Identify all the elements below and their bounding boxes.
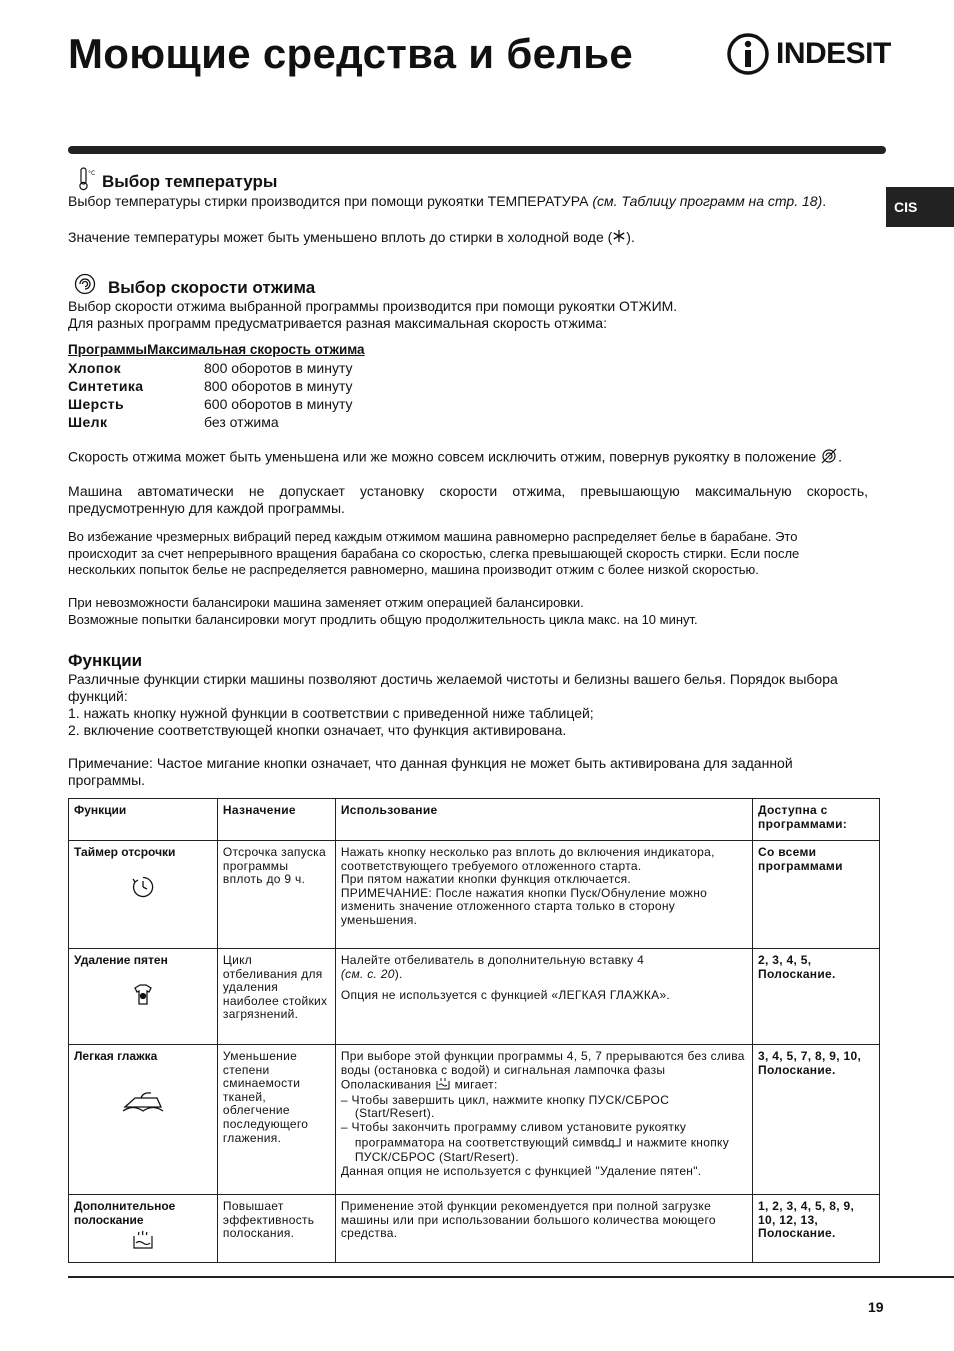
function-purpose: Отсрочка запуска программы вплоть до 9 ч. [217,841,335,949]
function-programs: 3, 4, 5, 7, 8, 9, 10, Полоскание. [753,1045,880,1195]
function-purpose: Повышает эффективность полоскания. [217,1195,335,1263]
spin-speed: 600 оборотов в минуту [204,396,353,412]
stain-usage-ref-end: ). [394,966,403,981]
table-row [69,841,880,949]
thermometer-icon [76,167,96,196]
table-row [69,1045,880,1195]
function-usage: При пятом нажатии кнопки функция отключается. [340,872,632,887]
functions-step-1: 1. нажать кнопку нужной функции в соответствии с приведенной ниже таблицей; [68,705,594,721]
table-row [69,1195,880,1263]
table-header-row [69,799,880,841]
function-usage [341,1121,747,1165]
spin-speed: 800 оборотов в минуту [204,360,353,376]
temperature-line2-end: ). [626,229,635,245]
brand-name: INDESIT [776,37,891,70]
iron-usage-a: При выборе этой функции программы 4, 5, 7 прерываются без слива воды (остановка с водой) и сигнальная лампочка фазы Ополаскивания [340,1049,745,1092]
indesit-logo-icon [726,32,770,76]
header-programs: Доступна с программами: [753,799,880,841]
header-functions: Функции [69,799,218,841]
function-purpose: Уменьшение степени сминаемости тканей, облегчение последующего глажения. [217,1045,335,1195]
function-usage: Данная опция не используется с функцией "Удаление пятен". [340,1163,702,1178]
page-number: 19 [868,1299,884,1315]
spin-speed-table [68,359,353,431]
function-programs: 2, 3, 4, 5, Полоскание. [753,949,880,1045]
spin-speed: 800 оборотов в минуту [204,378,353,394]
spin-row [68,413,353,431]
function-programs: 1, 2, 3, 4, 5, 8, 9, 10, 12, 13, Полоскание. [753,1195,880,1263]
function-purpose: Цикл отбеливания для удаления наиболее стойких загрязнений. [217,949,335,1045]
function-name: Дополнительное полоскание [74,1199,176,1227]
functions-note: Примечание: Частое мигание кнопки означает, что данная функция не может быть активирована для заданной программы. [68,755,793,788]
spin-program: Синтетика [68,378,144,394]
function-usage [341,954,747,981]
spin-reduce-line: Скорость отжима может быть уменьшена или же можно совсем исключить отжим, повернув рукоятку в положение [68,448,821,465]
functions-heading: Функции [68,651,143,670]
temperature-line1-end: . [822,193,827,209]
spin-program: Шелк [68,414,108,430]
header-usage: Использование [335,799,752,841]
balance-note-2: При невозможности балансироки машина заменяет отжим операцией балансировки. [68,595,584,610]
brand-logo [726,32,891,76]
spin-header-speed: Максимальная скорость отжима [147,342,365,357]
spin-row [68,395,353,413]
spin-text-2: Для разных программ предусматривается разная максимальная скорость отжима: [68,315,607,331]
header-purpose: Назначение [217,799,335,841]
svg-text:°C: °C [88,170,96,177]
iron-usage-c: – Чтобы закончить программу сливом установите рукоятку программатора на соответствующий символ [340,1119,687,1150]
header-divider [68,146,886,154]
temperature-heading: Выбор температуры [102,172,278,191]
iron-usage-a-end: мигает: [451,1077,498,1092]
language-tab: CIS [886,187,954,227]
balance-note-3: Возможные попытки балансировки могут продлить общую продолжительность цикла макс. на 10 минут. [68,612,698,627]
spin-reduce-text [68,448,868,468]
function-programs: Со всеми программами [753,841,880,949]
spin-reduce-end: . [838,448,842,465]
no-spin-icon [820,448,838,468]
spin-table-header [68,342,365,357]
temperature-line1: Выбор температуры стирки производится при помощи рукоятки ТЕМПЕРАТУРА [68,193,593,209]
spin-row [68,359,353,377]
rinse-icon [435,1077,451,1094]
spin-speed: без отжима [204,414,279,430]
functions-step-2: 2. включение соответствующей кнопки означает, что функция активирована. [68,722,567,738]
temperature-text [68,193,868,210]
function-name: Удаление пятен [74,953,168,967]
footer-divider [68,1276,954,1278]
page-title: Моющие средства и белье [68,30,634,77]
spin-max-text: Машина автоматически не допускает установку скорости отжима, превышающую максимальную скорость, предусмотренную для каждой программы. [68,483,868,516]
function-usage: Применение этой функции рекомендуется при полной загрузке машины или при использовании большого количества моющего средства. [335,1195,752,1263]
function-usage: ПРИМЕЧАНИЕ: После нажатия кнопки Пуск/Обнуление можно изменить значение отложенного старта только в сторону уменьшения. [340,885,708,927]
spin-header-programs: Программы [68,342,148,357]
table-row [69,949,880,1045]
temperature-line2: Значение температуры может быть уменьшено вплоть до стирки в холодной воде ( [68,229,613,245]
snowflake-icon [612,229,626,247]
functions-intro: Различные функции стирки машины позволяют достичь желаемой чистоты и белизны вашего белья. Порядок выбора функций: [68,671,838,704]
easy-iron-icon [121,1090,165,1114]
spin-program: Шерсть [68,396,125,412]
spin-heading: Выбор скорости отжима [108,278,316,297]
spin-text-1: Выбор скорости отжима выбранной программы производится при помощи рукоятки ОТЖИМ. [68,298,678,314]
function-usage: Опция не используется с функцией «ЛЕГКАЯ ГЛАЖКА». [340,988,671,1003]
temperature-cold-text [68,229,868,247]
spin-program: Хлопок [68,360,122,376]
stain-removal-icon [130,982,156,1008]
function-usage: Нажать кнопку несколько раз вплоть до включения индикатора, соответствующего требуемого отложенного старта. [340,845,715,873]
function-name: Легкая глажка [74,1049,158,1063]
stain-usage-a: Налейте отбеливатель в дополнительную вставку 4 [340,953,645,967]
functions-table [68,798,880,1263]
temperature-reference: (см. Таблицу программ на стр. 18) [592,193,823,209]
extra-rinse-icon [132,1230,154,1250]
iron-usage-c-end: и нажмите кнопку ПУСК/СБРОС (Start/Resert). [354,1135,729,1165]
spin-icon [74,273,96,300]
function-usage: – Чтобы завершить цикл, нажмите кнопку ПУСК/СБРОС (Start/Resert). [340,1092,670,1121]
stain-usage-ref: (см. с. 20 [340,966,395,981]
delay-timer-icon [130,874,156,900]
function-name: Таймер отсрочки [74,845,176,859]
spin-row [68,377,353,395]
function-usage [341,1050,747,1094]
balance-note: Во избежание чрезмерных вибраций перед каждым отжимом машина равномерно распределяет белье в барабане. Это происходит за счет непрерывного вращения барабана со скоростью, слегка превышающей скорость стирки. Если после нескольких попыток белье не распределяется равномерно, машина производит отжим с более низкой скоростью. [68,529,800,578]
